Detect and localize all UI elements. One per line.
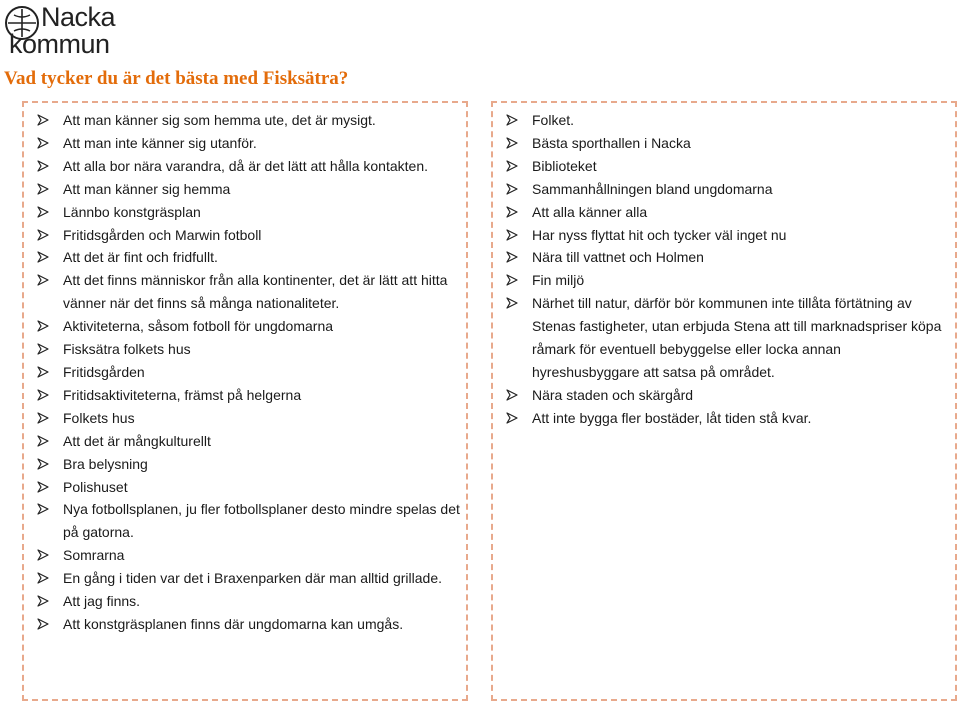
list-item (506, 292, 949, 384)
list-item (37, 544, 460, 567)
list-item (37, 407, 460, 430)
list-item (37, 178, 460, 201)
arrowhead-bullet-icon (37, 320, 49, 332)
list-item-text: Aktiviteterna, såsom fotboll för ungdomarna (63, 318, 334, 335)
list-item (37, 498, 460, 544)
list-item (37, 109, 460, 132)
list-item-text: Att man känner sig hemma (63, 180, 231, 197)
arrowhead-bullet-icon (37, 549, 49, 561)
arrowhead-bullet-icon (37, 458, 49, 470)
arrowhead-bullet-icon (37, 160, 49, 172)
list-item (37, 224, 460, 247)
list-item-text: En gång i tiden var det i Braxenparken där man alltid grillade. (63, 570, 442, 587)
arrowhead-bullet-icon (37, 274, 49, 286)
right-answers-list (506, 109, 949, 430)
list-item-text: Att det är mångkulturellt (63, 432, 211, 449)
list-item (506, 407, 949, 430)
list-item (506, 109, 949, 132)
list-item (37, 269, 460, 315)
arrowhead-bullet-icon (37, 572, 49, 584)
list-item (37, 476, 460, 499)
arrowhead-bullet-icon (37, 481, 49, 493)
arrowhead-bullet-icon (37, 366, 49, 378)
list-item (37, 453, 460, 476)
arrowhead-bullet-icon (506, 251, 518, 263)
arrowhead-bullet-icon (506, 412, 518, 424)
arrowhead-bullet-icon (506, 206, 518, 218)
list-item (37, 201, 460, 224)
list-item (37, 246, 460, 269)
list-item-text: Att konstgräsplanen finns där ungdomarna kan umgås. (63, 615, 404, 632)
arrowhead-bullet-icon (506, 389, 518, 401)
list-item-text: Fin miljö (532, 272, 585, 289)
arrowhead-bullet-icon (37, 503, 49, 515)
left-answers-box (22, 101, 468, 701)
list-item-text: Fritidsgården och Marwin fotboll (63, 226, 262, 243)
list-item (506, 201, 949, 224)
left-answers-list (37, 109, 460, 636)
arrowhead-bullet-icon (506, 183, 518, 195)
list-item (37, 613, 460, 636)
list-item-text: Sammanhållningen bland ungdomarna (532, 180, 773, 197)
list-item (506, 269, 949, 292)
logo-text-line2: kommun (9, 29, 110, 59)
arrowhead-bullet-icon (37, 206, 49, 218)
arrowhead-bullet-icon (37, 114, 49, 126)
arrowhead-bullet-icon (37, 229, 49, 241)
nacka-kommun-logo (4, 3, 115, 58)
list-item (37, 567, 460, 590)
list-item-text: Att man inte känner sig utanför. (63, 134, 257, 151)
arrowhead-bullet-icon (506, 229, 518, 241)
arrowhead-bullet-icon (506, 114, 518, 126)
list-item-text: Fritidsgården (63, 363, 145, 380)
list-item-text: Nya fotbollsplanen, ju fler fotbollsplaner desto mindre spelas det på gatorna. (63, 501, 460, 541)
list-item (506, 224, 949, 247)
list-item-text: Att man känner sig som hemma ute, det är mysigt. (63, 112, 376, 128)
list-item (37, 590, 460, 613)
arrowhead-bullet-icon (37, 618, 49, 630)
list-item (37, 315, 460, 338)
list-item-text: Närhet till natur, därför bör kommunen inte tillåta förtätning av Stenas fastigheter, utan erbjuda Stena att till marknadspriser köpa råmark för eventuell bebyggelse eller locka annan hyreshusbyggare att satsa på området. (532, 295, 942, 380)
arrowhead-bullet-icon (37, 595, 49, 607)
list-item-text: Att det finns människor från alla kontinenter, det är lätt att hitta vänner när det finns så många nationaliteter. (63, 272, 448, 312)
list-item (37, 338, 460, 361)
arrowhead-bullet-icon (37, 343, 49, 355)
list-item-text: Har nyss flyttat hit och tycker väl inget nu (532, 226, 787, 243)
list-item-text: Att inte bygga fler bostäder, låt tiden stå kvar. (532, 409, 812, 426)
arrowhead-bullet-icon (37, 389, 49, 401)
list-item-text: Fritidsaktiviteterna, främst på helgerna (63, 386, 302, 403)
list-item (506, 155, 949, 178)
arrowhead-bullet-icon (506, 160, 518, 172)
arrowhead-bullet-icon (506, 137, 518, 149)
list-item (506, 132, 949, 155)
list-item (37, 430, 460, 453)
list-item-text: Att alla känner alla (532, 203, 648, 220)
list-item-text: Polishuset (63, 478, 128, 495)
arrowhead-bullet-icon (37, 412, 49, 424)
list-item-text: Nära staden och skärgård (532, 386, 694, 403)
list-item-text: Att det är fint och fridfullt. (63, 249, 218, 266)
arrowhead-bullet-icon (37, 183, 49, 195)
page-title: Vad tycker du är det bästa med Fisksätra? (4, 68, 349, 89)
list-item (506, 178, 949, 201)
list-item (37, 384, 460, 407)
list-item-text: Nära till vattnet och Holmen (532, 249, 704, 266)
logo-text-line1: Nacka (41, 2, 116, 32)
list-item-text: Bästa sporthallen i Nacka (532, 134, 691, 151)
list-item (37, 132, 460, 155)
list-item (37, 155, 460, 178)
arrowhead-bullet-icon (506, 274, 518, 286)
arrowhead-bullet-icon (506, 297, 518, 309)
list-item-text: Att jag finns. (63, 593, 141, 610)
arrowhead-bullet-icon (37, 137, 49, 149)
list-item-text: Lännbo konstgräsplan (63, 203, 201, 220)
list-item-text: Folkets hus (63, 409, 135, 426)
list-item-text: Att alla bor nära varandra, då är det lätt att hålla kontakten. (63, 157, 428, 174)
list-item (37, 361, 460, 384)
list-item-text: Fisksätra folkets hus (63, 341, 191, 358)
list-item-text: Biblioteket (532, 157, 597, 174)
list-item-text: Somrarna (63, 547, 125, 564)
list-item (506, 246, 949, 269)
arrowhead-bullet-icon (37, 435, 49, 447)
list-item-text: Bra belysning (63, 455, 148, 472)
arrowhead-bullet-icon (37, 251, 49, 263)
list-item-text: Folket. (532, 112, 575, 128)
list-item (506, 384, 949, 407)
right-answers-box (491, 101, 957, 701)
